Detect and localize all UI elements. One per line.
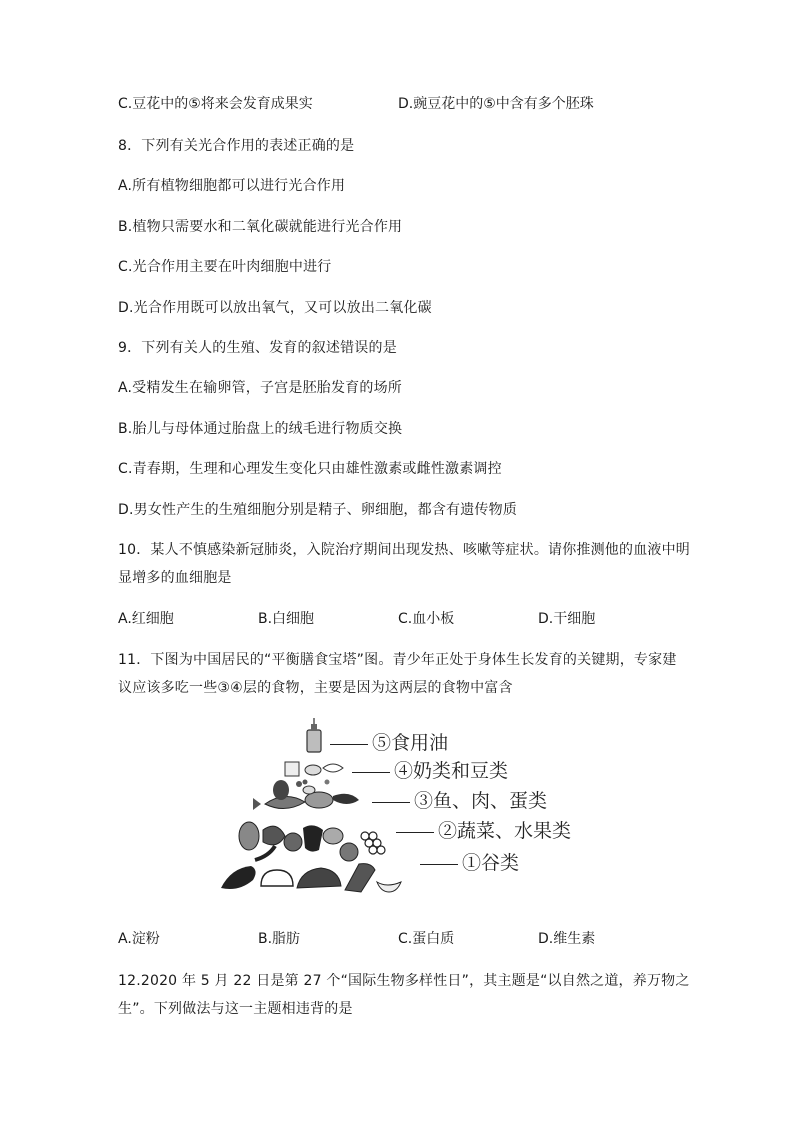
pyramid-label-oil: ⑤食用油 bbox=[330, 732, 448, 754]
pyramid-label-vegetables: ②蔬菜、水果类 bbox=[396, 820, 571, 842]
q9-option-d: D.男女性产生的生殖细胞分别是精子、卵细胞，都含有遗传物质 bbox=[118, 502, 518, 518]
q10-stem-line2: 显增多的血细胞是 bbox=[118, 570, 232, 586]
q11-option-d: D.维生素 bbox=[538, 931, 596, 947]
dairy-beans-icon bbox=[285, 762, 343, 787]
q9-option-b: B.胎儿与母体通过胎盘上的绒毛进行物质交换 bbox=[118, 421, 403, 437]
pyramid-label-fish-meat: ③鱼、肉、蛋类 bbox=[372, 790, 547, 812]
q10-option-d: D.干细胞 bbox=[538, 611, 596, 627]
q8-option-a: A.所有植物细胞都可以进行光合作用 bbox=[118, 178, 346, 194]
q11-stem-line1: 11．下图为中国居民的“平衡膳食宝塔”图。青少年正处于身体生长发育的关键期，专家建 bbox=[118, 652, 677, 668]
q9-option-a: A.受精发生在输卵管，子宫是胚胎发育的场所 bbox=[118, 380, 402, 396]
q12-stem-line1: 12.2020 年 5 月 22 日是第 27 个“国际生物多样性日”，其主题是“以自然之道，养万物之 bbox=[118, 973, 690, 989]
vegetables-fruits-icon bbox=[239, 822, 385, 861]
oil-bottle-icon bbox=[307, 718, 321, 752]
q8-option-c: C.光合作用主要在叶肉细胞中进行 bbox=[118, 259, 332, 275]
q10-option-c: C.血小板 bbox=[398, 611, 455, 627]
q9-stem: 9．下列有关人的生殖、发育的叙述错误的是 bbox=[118, 340, 397, 356]
pyramid-label-grains: ①谷类 bbox=[420, 852, 519, 874]
q7-option-c: C.豆花中的⑤将来会发育成果实 bbox=[118, 96, 313, 112]
grains-icon bbox=[221, 864, 401, 892]
q11-option-a: A.淀粉 bbox=[118, 931, 160, 947]
q9-option-c: C.青春期，生理和心理发生变化只由雄性激素或雌性激素调控 bbox=[118, 461, 502, 477]
q8-option-b: B.植物只需要水和二氧化碳就能进行光合作用 bbox=[118, 219, 403, 235]
q10-option-a: A.红细胞 bbox=[118, 611, 174, 627]
q12-stem-line2: 生”。下列做法与这一主题相违背的是 bbox=[118, 1001, 353, 1017]
q11-option-c: C.蛋白质 bbox=[398, 931, 455, 947]
q11-stem-line2: 议应该多吃一些③④层的食物，主要是因为这两层的食物中富含 bbox=[118, 680, 513, 696]
q10-option-b: B.白细胞 bbox=[258, 611, 315, 627]
q8-stem: 8．下列有关光合作用的表述正确的是 bbox=[118, 138, 355, 154]
pyramid-label-dairy: ④奶类和豆类 bbox=[352, 760, 508, 782]
q10-stem-line1: 10．某人不慎感染新冠肺炎，入院治疗期间出现发热、咳嗽等症状。请你推测他的血液中明 bbox=[118, 542, 691, 558]
q8-option-d: D.光合作用既可以放出氧气，又可以放出二氧化碳 bbox=[118, 300, 432, 316]
q7-option-d: D.豌豆花中的⑤中含有多个胚珠 bbox=[398, 96, 594, 112]
q11-option-b: B.脂肪 bbox=[258, 931, 301, 947]
fish-meat-eggs-icon bbox=[253, 780, 359, 810]
